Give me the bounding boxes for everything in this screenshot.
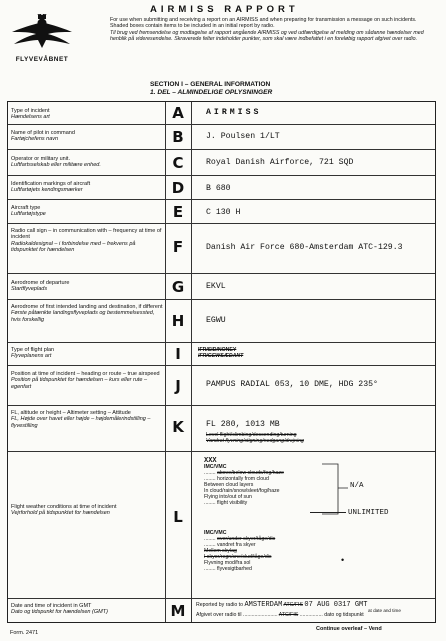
form-row-d — [8, 175, 435, 199]
weather-conditions-en[interactable]: XXX IMC/VMC ........ above/below clouds/fog/haze ........ horizontally from cloud Between cloud layers In cloud/rain/snow/sleet/fog/haze Flying into/out of sun ........ flight visibility — [204, 457, 284, 506]
page-title: AIRMISS RAPPORT — [150, 4, 299, 15]
flight-attitude-options[interactable]: Level flight/climbing/descending/turning Vandret flyvning/stigning/nedgang/drejning — [206, 432, 304, 444]
row-label: FL, altitude or height – Altimeter setting – Attitude FL, Højde over havet eller højde – højdemålerindstilling – flyvestilling — [11, 410, 151, 429]
report-line-en[interactable]: Reported by radio to AMSTERDAM ATC/FIS 07 AUG 0317 GMT — [196, 601, 368, 609]
weather-na[interactable]: N/A — [350, 482, 364, 490]
section-header — [150, 81, 272, 96]
row-letter: E — [172, 203, 184, 221]
row-label: Operator or military unit. Luftfartsselskab eller militære enhed. — [11, 156, 101, 169]
form-number: Form. 2471 — [10, 630, 39, 636]
form-row-j — [8, 365, 435, 405]
row-letter: F — [172, 238, 184, 256]
dot-mark: • — [341, 555, 345, 565]
row-label: Radio call sign – in communication with – frequency at time of incident Radiokaldesignal – i forbindelse med – frekvens på tidspunktet for hændelsen — [11, 228, 162, 253]
row-label: Type of incident Hændelsens art — [11, 108, 50, 121]
intro-text — [110, 17, 436, 42]
row-value[interactable]: C 130 H — [206, 208, 241, 217]
form-row-g — [8, 273, 435, 299]
form-row-b — [8, 124, 435, 149]
weather-conditions-da[interactable]: IMC/VMC ........ over/under skyer/tåge/dis ........ vandret fra skyer Mellem skylag I skyer/regn/sne/slud/tåge/dis Flyvning mod/fra sol ........ flyvesigtbarhed — [204, 530, 276, 572]
row-label: Flight weather conditions at time of incident Vejrforhold på tidspunktet for hændelsen — [11, 504, 117, 517]
row-letter: J — [175, 377, 181, 395]
form-row-a — [8, 102, 435, 124]
row-value[interactable]: PAMPUS RADIAL 053, 10 DME, HDG 235° — [206, 380, 378, 389]
form-row-l — [8, 451, 435, 598]
row-letter: K — [172, 418, 184, 436]
row-value[interactable]: Danish Air Force 680-Amsterdam ATC-129.3 — [206, 243, 403, 252]
form-row-m — [8, 598, 435, 624]
row-value[interactable]: EGWU — [206, 316, 226, 325]
form-row-f — [8, 223, 435, 273]
form-row-c — [8, 149, 435, 175]
row-letter: A — [172, 104, 184, 122]
row-letter: D — [171, 179, 185, 197]
form-row-h — [8, 299, 435, 342]
row-letter: G — [171, 278, 185, 296]
row-label: Type of flight plan Flyveplanens art — [11, 347, 55, 360]
intro-english: For use when submitting and receiving a report on an AIRMISS and when preparing for transmission a message on such incidents. Shaded boxes contain items to be included in an initial report by radio. — [110, 17, 417, 30]
row-label: Aircraft type Luftfartøjstype — [11, 205, 46, 218]
row-letter: H — [171, 312, 185, 330]
row-value[interactable]: AIRMISS — [206, 108, 262, 117]
row-label: Aerodrome of first intended landing and destination, if different Første påtænkte landingsflyveplads og bestemmelsessted, hvis forskellig — [11, 304, 163, 323]
row-value[interactable]: Royal Danish Airforce, 721 SQD — [206, 158, 354, 167]
section-title-en: SECTION I – GENERAL INFORMATION — [150, 81, 271, 88]
form-row-k — [8, 405, 435, 451]
logo-text: FLYVEVÅBNET — [15, 56, 69, 63]
continue-overleaf: Continue overleaf – Vend — [316, 626, 382, 632]
row-letter: L — [173, 508, 183, 526]
row-value[interactable]: FL 280, 1013 MB — [206, 420, 280, 429]
row-label: Position at time of incident – heading or route – true airspeed Position på tidspunktet for hændelsen – kurs eller rute – egenfart — [11, 371, 160, 390]
row-letter: M — [170, 602, 186, 620]
flight-plan-options[interactable]: IFR/SID/NONEY IFR/GEWSÆDANT — [198, 347, 244, 359]
intro-danish: Til brug ved fremsendelse og modtagelse af rapport angående AIRMISS og ved udfærdigelse af melding om sådanne hændelser med henblik på videresendelse. Skraverede felter indeholder punkter, som skal være indbefattet i en foreløbig rapport afgivet over radio. — [110, 29, 424, 42]
report-datetime-label: at date and time — [368, 608, 401, 613]
airmiss-form — [7, 101, 436, 623]
form-row-e — [8, 199, 435, 223]
row-label: Identification markings of aircraft Luftfartøjets kendingsmærker — [11, 181, 91, 194]
report-line-da[interactable]: Afgivet over radio til ........................ ATC/FIS ................ dato og tidspunkt — [196, 612, 364, 618]
row-label: Date and time of incident in GMT Dato og tidspunkt for hændelsen (GMT) — [11, 603, 108, 616]
row-label: Aerodrome of departure Startflyveplads — [11, 280, 70, 293]
visibility-value[interactable]: UNLIMITED — [348, 509, 389, 517]
row-letter: B — [172, 128, 184, 146]
row-letter: C — [172, 154, 184, 172]
visibility-line — [310, 512, 346, 513]
row-value[interactable]: B 680 — [206, 184, 231, 193]
row-value[interactable]: J. Poulsen 1/LT — [206, 132, 280, 141]
section-title-da: 1. DEL – ALMINDELIGE OPLYSNINGER — [150, 88, 273, 96]
weather-bracket — [320, 460, 350, 518]
form-row-i — [8, 342, 435, 365]
row-value[interactable]: EKVL — [206, 282, 226, 291]
row-label: Name of pilot in command Fartøjchefens navn — [11, 130, 75, 143]
row-letter: I — [175, 345, 181, 363]
